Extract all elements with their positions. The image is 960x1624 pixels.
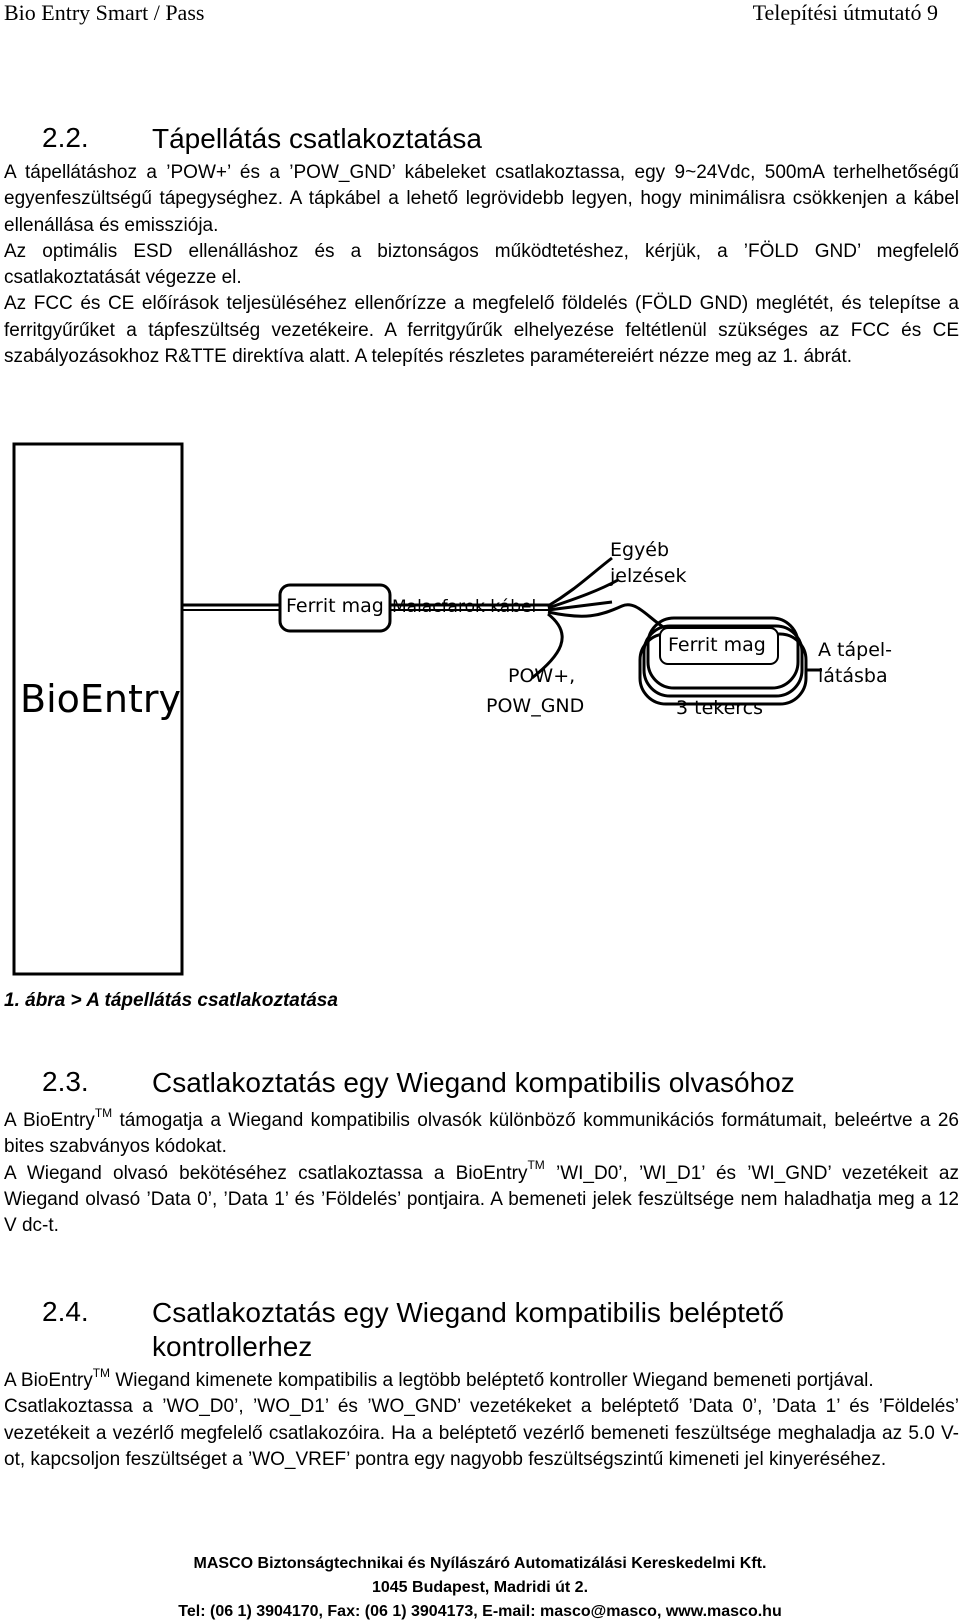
header-page-info: Telepítési útmutató 9 (752, 0, 938, 25)
section-2-4-body (4, 1365, 959, 1473)
footer-company: MASCO Biztonságtechnikai és Nyílászáró Automatizálási Kereskedelmi Kft. (193, 1555, 767, 1572)
pow-label-line1: POW+, (508, 665, 576, 687)
section-number: 2.2. (42, 122, 89, 153)
power-label-line2: látásba (818, 665, 888, 687)
paragraph: Az FCC és CE előírások teljesüléséhez ellenőrízze a megfelelő földelés (FÖLD GND) meglétét, és telepítse a ferritgyűrűket a tápfeszültség vezetékeire. A ferritgyűrűk elhelyezése feltétlenül szükséges az FCC és CE szabályozásokhoz R&TTE direktíva alatt. A telepítés részletes paramétereiért nézze meg az 1. ábrát. (4, 293, 959, 368)
section-title: Csatlakoztatás egy Wiegand kompatibilis olvasóhoz (152, 1067, 795, 1098)
footer-contact: Tel: (06 1) 3904170, Fax: (06 1) 3904173, E-mail: masco@masco, www.masco.hu (178, 1603, 782, 1620)
ferrite-core-2-label: Ferrit mag (668, 634, 766, 656)
bioentry-label: BioEntry (20, 677, 181, 721)
ferrite-core-1-label: Ferrit mag (286, 595, 384, 617)
power-connection-diagram (0, 430, 960, 990)
paragraph: A BioEntry™ támogatja a Wiegand kompatibilis olvasók különböző kommunikációs formátumait, beleértve a 26 bites szabványos kódokat. (4, 1105, 959, 1158)
section-number: 2.3. (42, 1066, 89, 1097)
section-2-4-heading (42, 1296, 942, 1366)
footer (0, 1552, 960, 1624)
section-number: 2.4. (42, 1296, 89, 1327)
paragraph: A tápellátáshoz a ’POW+’ és a ’POW_GND’ kábeleket csatlakoztassa, egy 9~24Vdc, 500mA terhelhetőségű egyenfeszültségű tápegységhez. A tápkábel a lehető legrövidebb legyen, hogy minimálisra csökkenjen a kábel ellenállása és emissziója. (4, 162, 959, 236)
paragraph: Csatlakoztassa a ’WO_D0’, ’WO_D1’ és ’WO_GND’ vezetékeket a beléptető ’Data 0’, ’Data 1’ és ’Földelés’ vezetékeit a vezérlő megfelelő csatlakozóira. Ha a beléptető vezérlő bemeneti feszültsége meghaladja az 5.0 V-ot, kapcsoljon feszültséget a ’WO_VREF’ pontra egy nagyobb feszültségszintű kimeneti jel kinyeréséhez. (4, 1396, 959, 1470)
section-2-3-heading (42, 1066, 942, 1106)
other-signals-label-line1: Egyéb (610, 539, 670, 561)
power-label-line1: A tápel- (818, 639, 893, 661)
other-signals-label-line2: jelzések (610, 565, 687, 587)
section-title: Csatlakoztatás egy Wiegand kompatibilis beléptető kontrollerhez (152, 1297, 784, 1362)
paragraph: A Wiegand olvasó bekötéséhez csatlakoztassa a BioEntry™ ’WI_D0’, ’WI_D1’ és ’WI_GND’ vezetékeit az Wiegand olvasó ’Data 0’, ’Data 1’ és ’Földelés’ pontjaira. A bemeneti jelek feszültsége nem haladhatja meg a 12 V dc-t. (4, 1158, 959, 1237)
other-signal-wires (548, 558, 618, 610)
figure-caption: 1. ábra > A tápellátás csatlakoztatása (4, 990, 338, 1011)
ferrite-core-2 (640, 618, 806, 704)
section-2-3-body (4, 1105, 959, 1239)
pigtail-cable-label: Malacfarok kábel (392, 597, 537, 617)
section-2-2-heading (42, 122, 942, 162)
section-title: Tápellátás csatlakoztatása (152, 123, 482, 154)
header-title: Bio Entry Smart / Pass (4, 0, 205, 25)
pow-label-line2: POW_GND (486, 695, 585, 717)
turns-label: 3 tekercs (676, 697, 764, 719)
footer-address: 1045 Budapest, Madridi út 2. (371, 1579, 589, 1596)
section-2-2-body (4, 160, 959, 370)
paragraph: A BioEntry™ Wiegand kimenete kompatibilis a legtöbb beléptető kontroller Wiegand bemeneti portjával. (4, 1365, 874, 1391)
paragraph: Az optimális ESD ellenálláshoz és a biztonságos működtetéshez, kérjük, a ’FÖLD GND’ megfelelő csatlakoztatását végezze el. (4, 240, 959, 289)
